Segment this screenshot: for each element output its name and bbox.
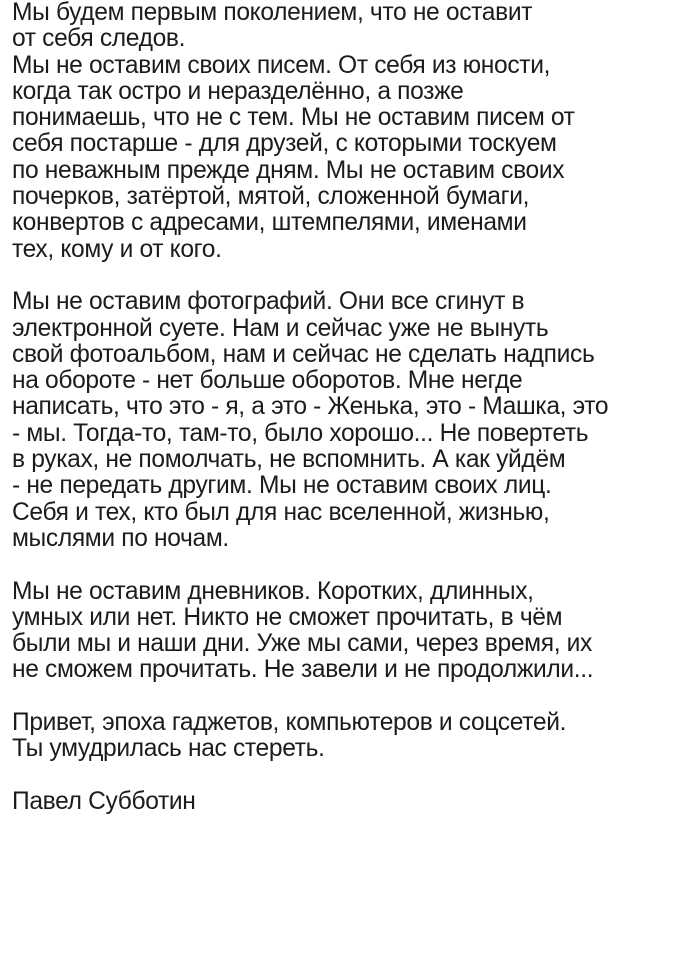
text-line: в руках, не помолчать, не вспомнить. А как уйдём [12, 446, 566, 474]
document-body [12, 0, 680, 815]
paragraph-2 [12, 289, 680, 552]
text-line: были мы и наши дни. Уже мы сами, через время, их [12, 630, 593, 658]
paragraph-gap [12, 763, 680, 789]
text-line: тех, кому и от кого. [12, 235, 222, 263]
paragraph-gap [12, 684, 680, 710]
text-line: написать, что это - я, а это - Женька, это - Машка, это [12, 393, 609, 421]
text-line: когда так остро и неразделённо, а позже [12, 77, 464, 105]
text-line: - не передать другим. Мы не оставим своих лиц. [12, 472, 552, 500]
text-line: на обороте - нет больше оборотов. Мне негде [12, 367, 523, 395]
paragraph-gap [12, 552, 680, 578]
text-line: Привет, эпоха гаджетов, компьютеров и соцсетей. [12, 709, 567, 737]
text-line: Себя и тех, кто был для нас вселенной, жизнью, [12, 498, 550, 526]
paragraph-3 [12, 579, 680, 684]
text-line: Мы не оставим фотографий. Они все сгинут в [12, 288, 525, 316]
text-line: от себя следов. [12, 25, 186, 53]
text-line: себя постарше - для друзей, с которыми тоскуем [12, 130, 557, 158]
text-line: свой фотоальбом, нам и сейчас не сделать надпись [12, 340, 595, 368]
paragraph-gap [12, 263, 680, 289]
text-line: по неважным прежде дням. Мы не оставим своих [12, 156, 565, 184]
text-line: конвертов с адресами, штемпелями, именами [12, 209, 527, 237]
text-line: Мы не оставим дневников. Коротких, длинных, [12, 577, 534, 605]
text-line: умных или нет. Никто не сможет прочитать, в чём [12, 603, 563, 631]
text-line: почерков, затёртой, мятой, сложенной бумаги, [12, 183, 530, 211]
paragraph-4 [12, 710, 680, 763]
text-line: - мы. Тогда-то, там-то, было хорошо... Не повертеть [12, 419, 589, 447]
text-line: понимаешь, что не с тем. Мы не оставим писем от [12, 104, 575, 132]
text-line: Мы будем первым поколением, что не оставит [12, 0, 533, 26]
text-line: мыслями по ночам. [12, 524, 229, 552]
paragraph-1 [12, 0, 680, 263]
text-line: Ты умудрилась нас стереть. [12, 735, 325, 763]
text-line: электронной суете. Нам и сейчас уже не вынуть [12, 314, 549, 342]
text-line: не сможем прочитать. Не завели и не продолжили... [12, 656, 594, 684]
text-line: Мы не оставим своих писем. От себя из юности, [12, 51, 551, 79]
signature-block [12, 789, 680, 815]
author-signature: Павел Субботин [12, 787, 196, 815]
